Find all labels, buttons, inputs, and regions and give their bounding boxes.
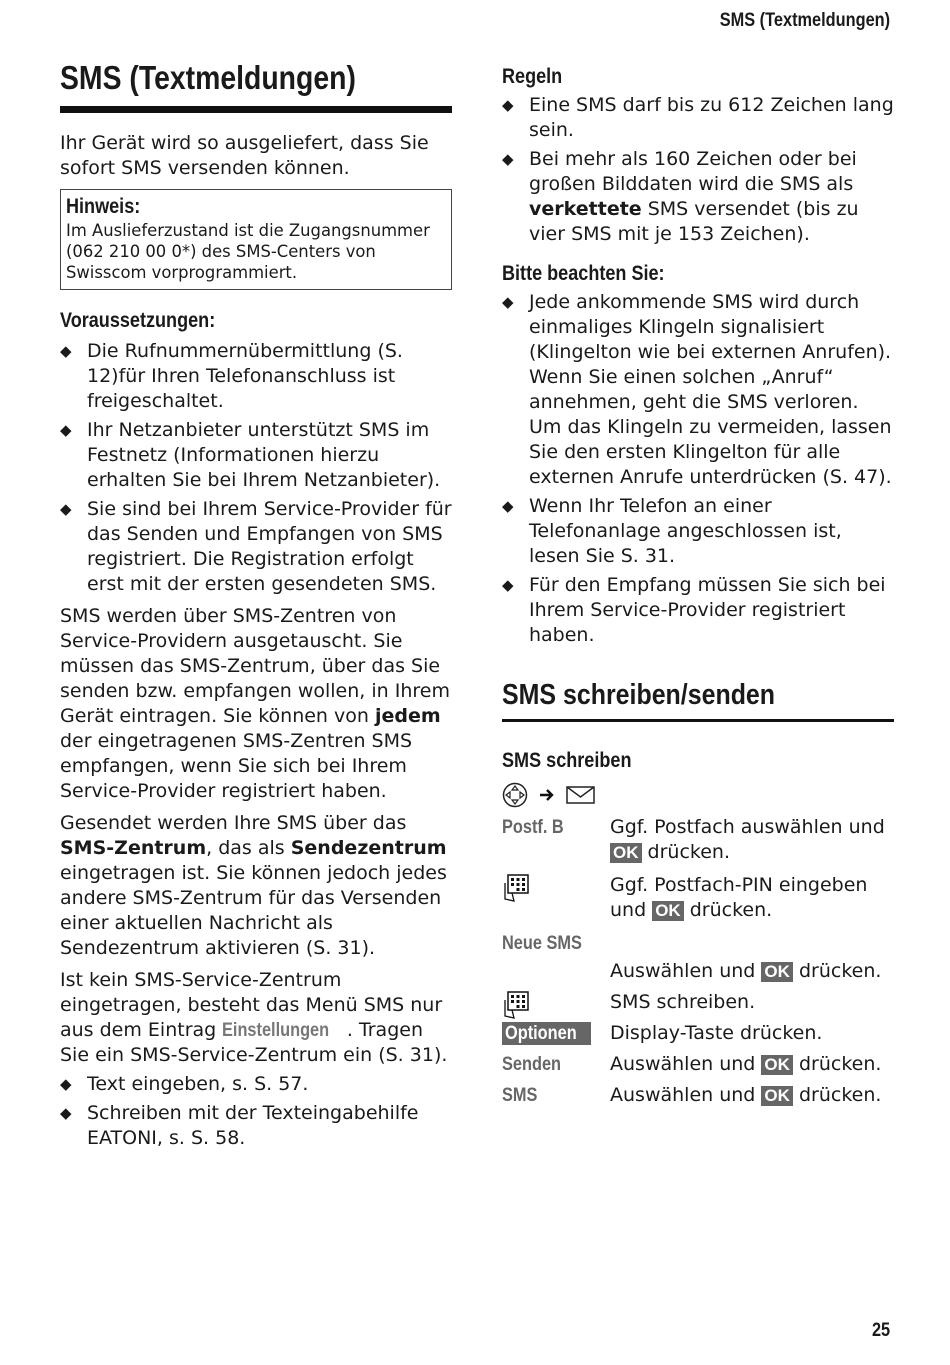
ok-key: OK	[652, 901, 684, 921]
step-neue-sms-label	[502, 931, 894, 959]
optionen-softkey: Optionen	[502, 1021, 602, 1046]
note-box	[60, 189, 452, 290]
running-header-title: SMS (Textmeldungen)	[719, 10, 890, 31]
title-rule	[60, 106, 452, 113]
list-item: ◆ Eine SMS darf bis zu 612 Zeichen lang sein.	[502, 94, 894, 141]
rules-list	[502, 93, 894, 247]
list-item: ◆ Jede ankommende SMS wird durch einmaliges Klingeln signalisiert (Klingelton wie bei externen Anrufen). Wenn Sie einen solchen „Anruf“ annehmen, geht die SMS verloren. Um das Klingeln zu vermeiden, lassen Sie den ersten Klingelton für alle externen Anrufe unterdrücken (S. 47).	[502, 291, 892, 488]
extra-list	[60, 1072, 452, 1151]
envelope-icon	[566, 785, 596, 805]
menu-entry-sms: SMS	[502, 1085, 538, 1106]
list-item: ◆ Bei mehr als 160 Zeichen oder bei großen Bilddaten wird die SMS als verkettete SMS versendet (bis zu vier SMS mit je 153 Zeichen).	[502, 148, 859, 245]
menu-entry-senden: Senden	[502, 1054, 562, 1075]
step-postfach: Postf. B Ggf. Postfach auswählen und OK drücken.	[502, 816, 885, 863]
menu-entry-einstellungen: Einstellungen	[222, 1020, 330, 1041]
diamond-bullet-icon: ◆	[60, 1104, 72, 1122]
step-sms: SMS Auswählen und OK drücken.	[502, 1084, 882, 1106]
ok-key: OK	[761, 1055, 793, 1075]
list-item: ◆ Ihr Netzanbieter unterstützt SMS im Festnetz (Informationen hierzu erhalten Sie bei Ihrem Netzanbieter).	[60, 419, 441, 491]
subsection-title: SMS schreiben	[502, 749, 632, 772]
no-center-paragraph: Ist kein SMS-Service-Zentrum eingetragen, besteht das Menü SMS nur aus dem Eintrag Einstellungen . Tragen Sie ein SMS-Service-Zentrum ein (S. 31).	[60, 969, 448, 1066]
requirements-list	[60, 339, 452, 597]
steps	[502, 815, 894, 1108]
menu-entry-neue-sms: Neue SMS	[502, 933, 582, 954]
keypad-icon	[502, 990, 602, 1020]
menu-entry-postfach: Postf. B	[502, 817, 564, 838]
rules-heading: Regeln	[502, 65, 563, 88]
page-title: SMS (Textmeldungen)	[60, 59, 356, 96]
ok-key: OK	[610, 843, 642, 863]
ok-key: OK	[761, 1086, 793, 1106]
running-header	[692, 8, 890, 33]
diamond-bullet-icon: ◆	[502, 497, 514, 515]
section-rule	[502, 719, 894, 722]
list-item: ◆ Die Rufnummernübermittlung (S. 12)für Ihren Telefonanschluss ist freigeschaltet.	[60, 340, 403, 412]
list-item: ◆ Für den Empfang müssen Sie sich bei Ihrem Service-Provider registriert haben.	[502, 574, 886, 646]
sms-centers-paragraph: SMS werden über SMS-Zentren von Service-Providern ausgetauscht. Sie müssen das SMS-Zentrum, über das Sie senden bzw. empfangen wollen, in Ihrem Gerät eintragen. Sie können von jedem der eingetragenen SMS-Zentren SMS empfangen, wenn Sie sich bei Ihrem Service-Provider registriert haben.	[60, 605, 450, 802]
menu-path	[502, 781, 894, 809]
diamond-bullet-icon: ◆	[502, 293, 514, 311]
requirements-heading: Voraussetzungen:	[60, 309, 216, 332]
notes-list	[502, 290, 894, 648]
section-title: SMS schreiben/senden	[502, 679, 776, 711]
intro-text: Ihr Gerät wird so ausgeliefert, dass Sie sofort SMS versenden können.	[60, 132, 429, 179]
arrow-right-icon	[538, 786, 556, 804]
diamond-bullet-icon: ◆	[60, 500, 72, 518]
step-neue-sms: Auswählen und OK drücken.	[610, 960, 882, 982]
step-write: SMS schreiben.	[502, 990, 894, 1015]
page-number: 25	[871, 1320, 890, 1341]
diamond-bullet-icon: ◆	[60, 342, 72, 360]
diamond-bullet-icon: ◆	[502, 96, 514, 114]
step-pin: Ggf. Postfach-PIN eingeben und OK drücken.	[502, 873, 894, 923]
list-item: ◆ Text eingeben, s. S. 57.	[60, 1073, 309, 1095]
diamond-bullet-icon: ◆	[502, 576, 514, 594]
list-item: ◆ Schreiben mit der Texteingabehilfe EATONI, s. S. 58.	[60, 1102, 419, 1149]
right-column	[502, 62, 894, 1108]
note-title: Hinweis:	[66, 195, 141, 218]
diamond-bullet-icon: ◆	[60, 1075, 72, 1093]
step-senden: Senden Auswählen und OK drücken.	[502, 1053, 882, 1075]
diamond-bullet-icon: ◆	[502, 150, 514, 168]
ok-key: OK	[761, 962, 793, 982]
left-column	[60, 58, 452, 1151]
keypad-icon	[502, 873, 602, 903]
diamond-bullet-icon: ◆	[60, 421, 72, 439]
step-optionen: Optionen Display-Taste drücken.	[502, 1021, 894, 1046]
control-key-icon	[502, 782, 528, 808]
note-text: Im Auslieferzustand ist die Zugangsnummer (062 210 00 0*) des SMS-Centers von Swisscom vorprogrammiert.	[66, 221, 430, 282]
list-item: ◆ Wenn Ihr Telefon an einer Telefonanlage angeschlossen ist, lesen Sie S. 31.	[502, 495, 842, 567]
send-center-paragraph: Gesendet werden Ihre SMS über das SMS-Zentrum, das als Sendezentrum eingetragen ist. Sie können jedoch jedes andere SMS-Zentrum für das Versenden einer aktuellen Nachricht als Sendezentrum aktivieren (S. 31).	[60, 812, 447, 959]
notes-heading: Bitte beachten Sie:	[502, 262, 665, 285]
list-item: ◆ Sie sind bei Ihrem Service-Provider für das Senden und Empfangen von SMS registriert. Die Registration erfolgt erst mit der ersten gesendeten SMS.	[60, 498, 452, 595]
